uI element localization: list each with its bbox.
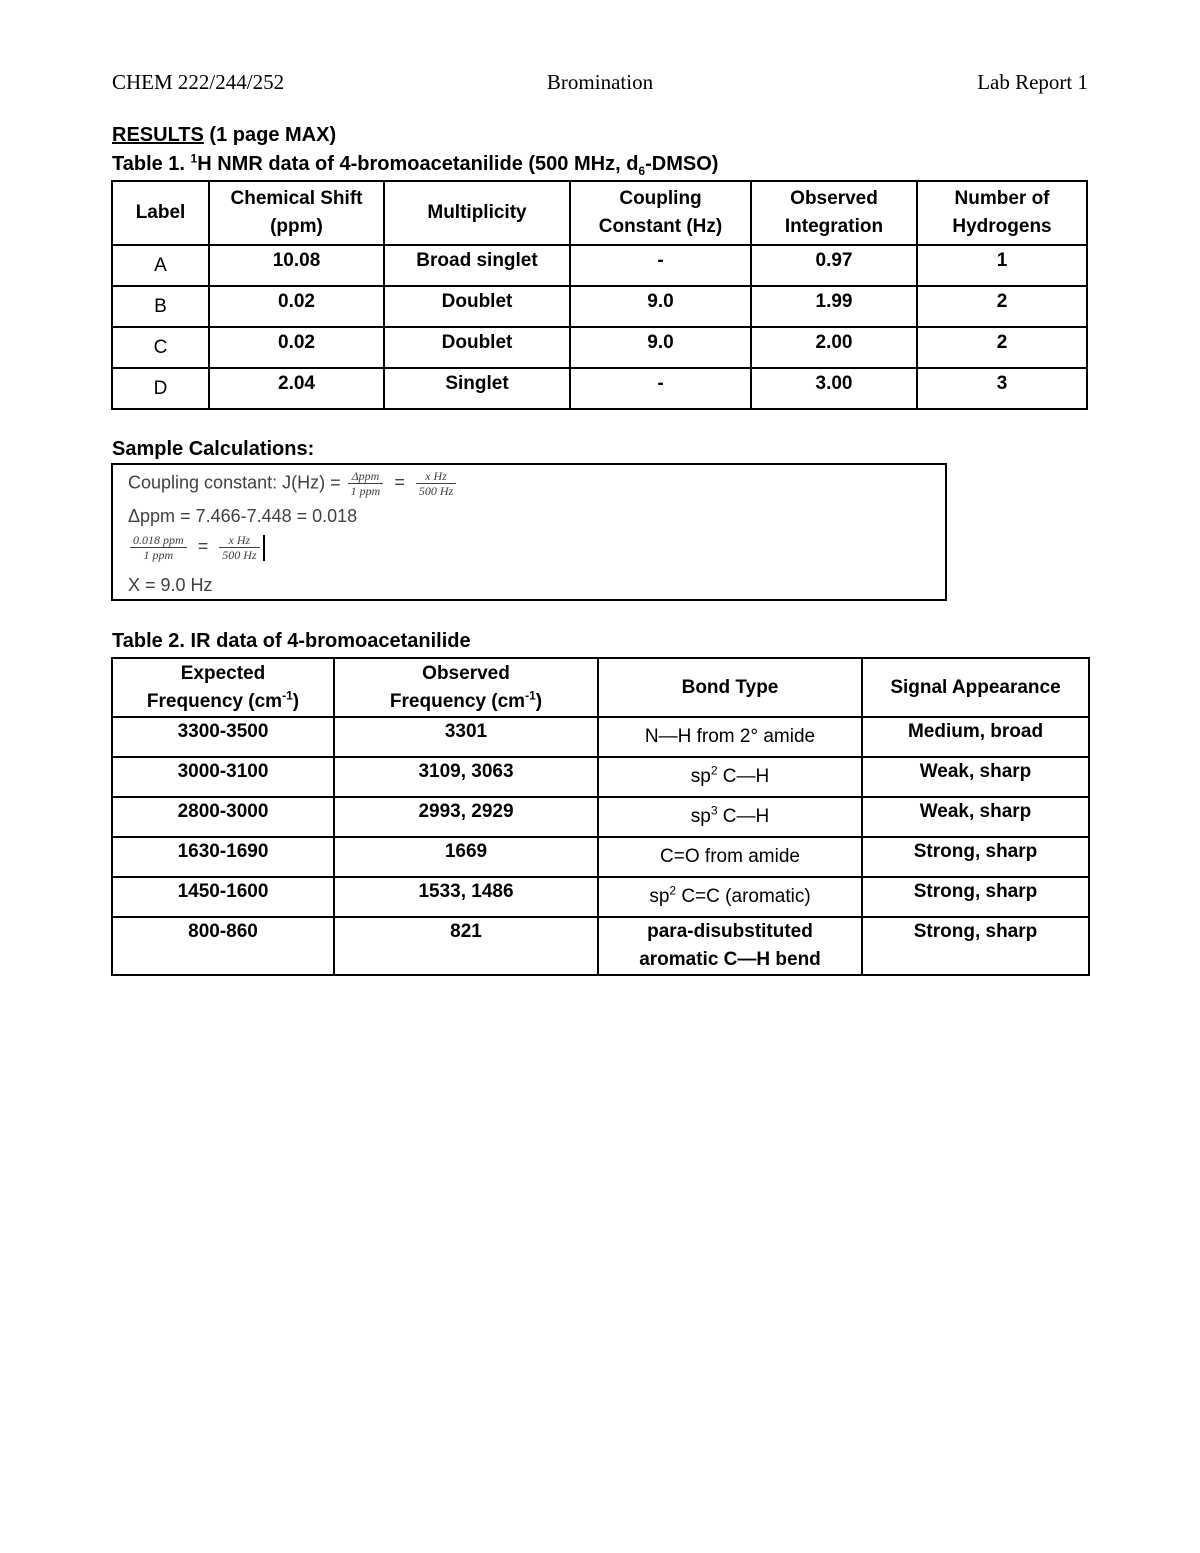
ir-cell-bond: $sp^2$ C—H: [598, 757, 862, 797]
nmr-cell-label: A: [112, 245, 209, 286]
ir-cell-expected: 800-860: [112, 917, 334, 975]
nmr-table: [111, 180, 1088, 410]
ir-cell-observed: 821: [334, 917, 598, 975]
nmr-header-label: Label: [112, 181, 209, 245]
table-row: [112, 368, 1087, 409]
ir-cell-observed: 1533, 1486: [334, 877, 598, 917]
frac3-num: 0.018 ppm: [130, 533, 187, 548]
nmr-header-hydrogens: Number of Hydrogens: [917, 181, 1087, 245]
ir-cell-expected: 3000-3100: [112, 757, 334, 797]
equals-sign: =: [197, 536, 209, 557]
nmr-cell-multiplicity: Singlet: [384, 368, 570, 409]
table1-caption-prefix: Table 1.: [112, 153, 191, 175]
table1-caption-sub: 6: [638, 164, 646, 178]
ir-cell-bond: N—H from 2° amide: [598, 717, 862, 757]
ir-header-signal: Signal Appearance: [862, 658, 1089, 717]
ir-cell-signal: Weak, sharp: [862, 797, 1089, 837]
nmr-cell-label: C: [112, 327, 209, 368]
nmr-cell-shift: 0.02: [209, 327, 384, 368]
nmr-cell-multiplicity: Doublet: [384, 286, 570, 327]
calc-line-ratio: [128, 533, 265, 562]
frac1-num: Δppm: [348, 469, 384, 484]
table-row: [112, 757, 1089, 797]
ir-table: [111, 657, 1090, 976]
ir-cell-observed: 3109, 3063: [334, 757, 598, 797]
nmr-cell-multiplicity: Broad singlet: [384, 245, 570, 286]
frac4-num: x Hz: [219, 533, 259, 548]
results-limit: (1 page MAX): [209, 124, 337, 146]
table1-caption-main: H NMR data of 4-bromoacetanilide (500 MHz, d: [197, 153, 639, 175]
nmr-cell-label: D: [112, 368, 209, 409]
sample-calculations-title: Sample Calculations:: [112, 438, 315, 460]
table1-caption-sup: 1: [190, 151, 198, 166]
ir-cell-signal: Weak, sharp: [862, 757, 1089, 797]
table-row: [112, 717, 1089, 757]
frac3-den: 1 ppm: [143, 548, 174, 562]
frac2-den: 500 Hz: [418, 484, 454, 498]
fraction-x-hz-500: [219, 533, 259, 562]
ir-cell-bond: $sp^2$ C=C (aromatic): [598, 877, 862, 917]
nmr-header-shift: Chemical Shift (ppm): [209, 181, 384, 245]
nmr-cell-hydrogens: 3: [917, 368, 1087, 409]
nmr-cell-integration: 3.00: [751, 368, 917, 409]
nmr-cell-hydrogens: 2: [917, 327, 1087, 368]
fraction-delta-ppm: [348, 469, 384, 498]
nmr-cell-integration: 0.97: [751, 245, 917, 286]
calc-line-result: X = 9.0 Hz: [128, 575, 213, 595]
nmr-cell-multiplicity: Doublet: [384, 327, 570, 368]
nmr-cell-coupling: 9.0: [570, 327, 751, 368]
nmr-header-row: [112, 181, 1087, 245]
ir-cell-bond: para-disubstituted aromatic C—H bend: [598, 917, 862, 975]
equals-sign: =: [394, 472, 405, 493]
fraction-x-hz: [416, 469, 456, 498]
results-heading: [112, 124, 336, 147]
calc-line-delta: Δppm = 7.466-7.448 = 0.018: [128, 506, 358, 526]
table-row: [112, 327, 1087, 368]
nmr-header-integration: Observed Integration: [751, 181, 917, 245]
nmr-cell-label: B: [112, 286, 209, 327]
ir-cell-signal: Strong, sharp: [862, 917, 1089, 975]
ir-header-bond: Bond Type: [598, 658, 862, 717]
ir-cell-bond: $sp^3$ C—H: [598, 797, 862, 837]
header-topic: Bromination: [546, 70, 654, 94]
ir-cell-signal: Medium, broad: [862, 717, 1089, 757]
frac4-den: 500 Hz: [222, 548, 257, 562]
nmr-cell-shift: 2.04: [209, 368, 384, 409]
ir-cell-observed: 3301: [334, 717, 598, 757]
table1-caption: [112, 153, 718, 176]
ir-header-expected: Expected Frequency $(cm^{-1})$: [112, 658, 334, 717]
table1-caption-end: -DMSO): [645, 153, 719, 175]
table-row: [112, 286, 1087, 327]
nmr-cell-coupling: -: [570, 245, 751, 286]
table-row: [112, 837, 1089, 877]
ir-header-row: [112, 658, 1089, 717]
ir-cell-signal: Strong, sharp: [862, 877, 1089, 917]
nmr-header-coupling: Coupling Constant (Hz): [570, 181, 751, 245]
nmr-header-multiplicity: Multiplicity: [384, 181, 570, 245]
ir-cell-expected: 2800-3000: [112, 797, 334, 837]
nmr-cell-coupling: 9.0: [570, 286, 751, 327]
frac2-num: x Hz: [416, 469, 456, 484]
nmr-cell-integration: 1.99: [751, 286, 917, 327]
ir-cell-expected: 1630-1690: [112, 837, 334, 877]
ir-cell-expected: 1450-1600: [112, 877, 334, 917]
ir-cell-signal: Strong, sharp: [862, 837, 1089, 877]
calc-coupling-label: Coupling constant: J(Hz) =: [128, 472, 341, 493]
table-row: [112, 877, 1089, 917]
page-header: [112, 70, 1088, 100]
fraction-0018-ppm: [130, 533, 187, 562]
table-row: [112, 797, 1089, 837]
frac1-den: 1 ppm: [350, 484, 381, 498]
results-title: RESULTS: [112, 124, 204, 146]
ir-cell-observed: 1669: [334, 837, 598, 877]
header-course: CHEM 222/244/252: [112, 70, 285, 94]
nmr-cell-hydrogens: 1: [917, 245, 1087, 286]
table-row: [112, 245, 1087, 286]
ir-cell-expected: 3300-3500: [112, 717, 334, 757]
nmr-cell-shift: 0.02: [209, 286, 384, 327]
table2-caption: Table 2. IR data of 4-bromoacetanilide: [112, 630, 471, 652]
table-row: [112, 917, 1089, 975]
ir-cell-observed: 2993, 2929: [334, 797, 598, 837]
nmr-cell-shift: 10.08: [209, 245, 384, 286]
calc-line-coupling: [128, 469, 458, 498]
header-report: Lab Report 1: [977, 70, 1088, 94]
ir-header-observed: Observed Frequency $(cm^{-1})$: [334, 658, 598, 717]
nmr-cell-hydrogens: 2: [917, 286, 1087, 327]
nmr-cell-coupling: -: [570, 368, 751, 409]
text-cursor: [263, 535, 265, 561]
calculation-box: [111, 463, 947, 601]
nmr-cell-integration: 2.00: [751, 327, 917, 368]
ir-cell-bond: C=O from amide: [598, 837, 862, 877]
